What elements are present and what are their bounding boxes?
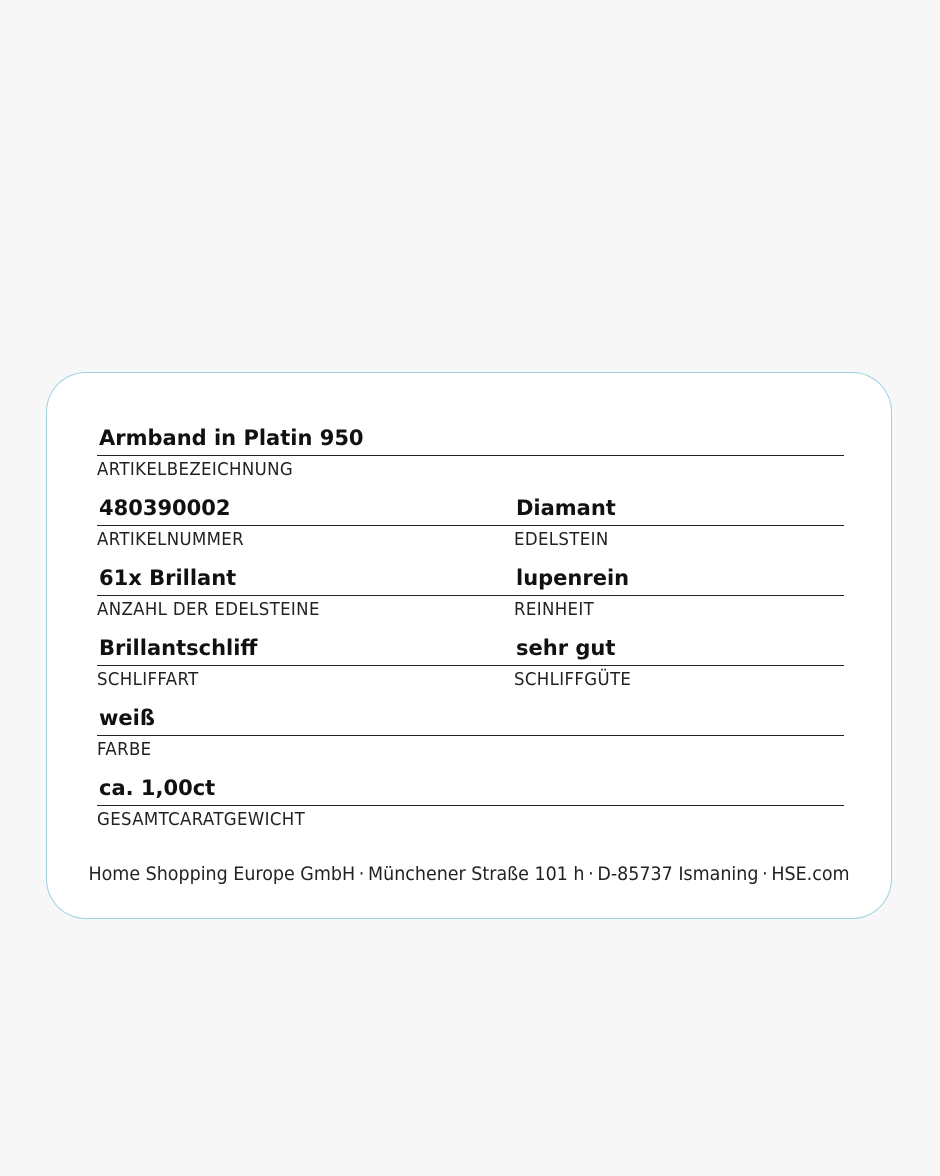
schliffart-value: Brillantschliff (99, 636, 258, 660)
edelstein-value: Diamant (516, 496, 616, 520)
field-gesamtcaratgewicht (97, 773, 844, 830)
footer-street: Münchener Straße 101 h (368, 863, 585, 885)
field-edelstein (514, 493, 844, 550)
reinheit-label: REINHEIT (514, 599, 595, 620)
field-farbe (97, 703, 844, 760)
edelstein-label: EDELSTEIN (514, 529, 609, 550)
divider-line (514, 665, 844, 666)
farbe-value: weiß (99, 706, 155, 730)
footer-website: HSE.com (771, 863, 850, 885)
field-anzahl (97, 563, 515, 620)
artikelnummer-value: 480390002 (99, 496, 231, 520)
footer-company: Home Shopping Europe GmbH (88, 863, 356, 885)
artikelnummer-label: ARTIKELNUMMER (97, 529, 245, 550)
gesamtcaratgewicht-value: ca. 1,00ct (99, 776, 216, 800)
artikelbezeichnung-value: Armband in Platin 950 (99, 426, 364, 450)
field-reinheit (514, 563, 844, 620)
certificate-card (46, 372, 892, 919)
divider-line (97, 595, 515, 596)
schliffguete-label: SCHLIFFGÜTE (514, 669, 632, 690)
footer-separator: · (588, 863, 594, 885)
company-footer (81, 863, 857, 885)
field-schliffart (97, 633, 515, 690)
divider-line (514, 525, 844, 526)
farbe-label: FARBE (97, 739, 152, 760)
artikelbezeichnung-label: ARTIKELBEZEICHNUNG (97, 459, 294, 480)
footer-separator: · (358, 863, 365, 885)
anzahl-value: 61x Brillant (99, 566, 237, 590)
footer-separator: · (762, 863, 768, 885)
divider-line (97, 735, 844, 736)
divider-line (97, 805, 844, 806)
divider-line (97, 455, 844, 456)
divider-line (514, 595, 844, 596)
field-artikelbezeichnung (97, 423, 844, 480)
field-artikelnummer (97, 493, 515, 550)
footer-city: D-85737 Ismaning (597, 863, 759, 885)
divider-line (97, 665, 515, 666)
gesamtcaratgewicht-label: GESAMTCARATGEWICHT (97, 809, 306, 830)
schliffguete-value: sehr gut (516, 636, 616, 660)
schliffart-label: SCHLIFFART (97, 669, 199, 690)
field-schliffguete (514, 633, 844, 690)
reinheit-value: lupenrein (516, 566, 630, 590)
anzahl-label: ANZAHL DER EDELSTEINE (97, 599, 320, 620)
divider-line (97, 525, 515, 526)
